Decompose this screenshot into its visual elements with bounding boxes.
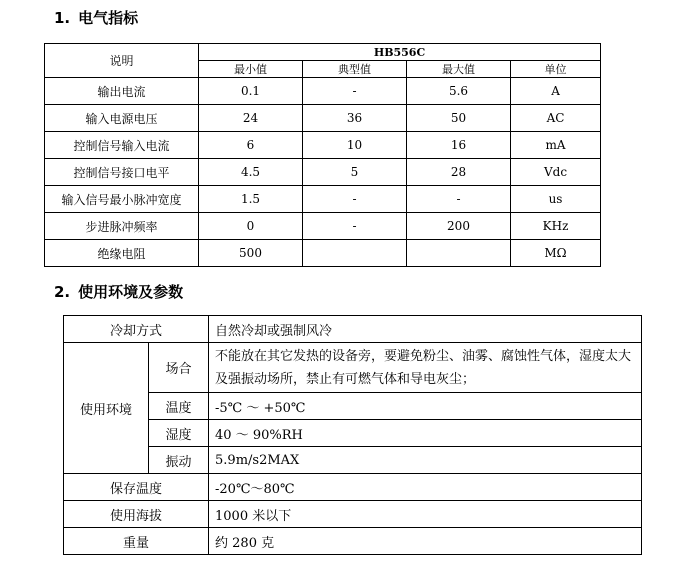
typ-value: 36 <box>303 105 407 132</box>
max-value <box>407 240 511 267</box>
weight-value: 约 280 克 <box>209 528 642 555</box>
unit: MΩ <box>511 240 601 267</box>
cooling-value: 自然冷却或强制风冷 <box>209 316 642 343</box>
max-value: 16 <box>407 132 511 159</box>
table-row <box>45 213 601 240</box>
min-value: 0 <box>199 213 303 240</box>
min-value: 6 <box>199 132 303 159</box>
min-value: 0.1 <box>199 78 303 105</box>
row-name: 控制信号接口电平 <box>45 159 199 186</box>
typ-value <box>303 240 407 267</box>
storage-temp-value: -20℃～80℃ <box>209 474 642 501</box>
table-row <box>45 132 601 159</box>
table-row <box>45 240 601 267</box>
cooling-label: 冷却方式 <box>64 316 209 343</box>
section-2-heading <box>54 283 183 301</box>
row-name: 输出电流 <box>45 78 199 105</box>
table-row <box>45 186 601 213</box>
humidity-value: 40 ～ 90%RH <box>209 420 642 447</box>
column-header: 典型值 <box>303 61 407 78</box>
min-value: 4.5 <box>199 159 303 186</box>
column-header: 最小值 <box>199 61 303 78</box>
storage-temp-label: 保存温度 <box>64 474 209 501</box>
row-name: 输入电源电压 <box>45 105 199 132</box>
typ-value: 5 <box>303 159 407 186</box>
electrical-specs-table <box>44 43 601 267</box>
section-2-number: 2. <box>54 283 71 301</box>
table-row <box>64 316 642 343</box>
table-row <box>64 420 642 447</box>
table-row <box>64 474 642 501</box>
table-row <box>64 393 642 420</box>
typ-value: 10 <box>303 132 407 159</box>
unit: A <box>511 78 601 105</box>
table-row <box>64 528 642 555</box>
temperature-label: 温度 <box>149 393 209 420</box>
temperature-value: -5℃ ～ +50℃ <box>209 393 642 420</box>
row-name: 步进脉冲频率 <box>45 213 199 240</box>
section-1-heading <box>54 9 138 27</box>
unit: KHz <box>511 213 601 240</box>
row-name: 控制信号输入电流 <box>45 132 199 159</box>
model-name: HB556C <box>199 44 601 61</box>
max-value: 200 <box>407 213 511 240</box>
table-row <box>45 78 601 105</box>
table-row <box>64 343 642 393</box>
row-name: 输入信号最小脉冲宽度 <box>45 186 199 213</box>
table-row <box>45 105 601 132</box>
typ-value: - <box>303 78 407 105</box>
column-header: 最大值 <box>407 61 511 78</box>
max-value: 50 <box>407 105 511 132</box>
min-value: 1.5 <box>199 186 303 213</box>
vibration-value: 5.9m/s2MAX <box>209 447 642 474</box>
table-row <box>64 501 642 528</box>
section-1-title: 电气指标 <box>78 9 139 27</box>
typ-value: - <box>303 186 407 213</box>
vibration-label: 振动 <box>149 447 209 474</box>
altitude-label: 使用海拔 <box>64 501 209 528</box>
min-value: 500 <box>199 240 303 267</box>
place-label: 场合 <box>149 343 209 393</box>
section-2-title: 使用环境及参数 <box>78 283 184 301</box>
humidity-label: 湿度 <box>149 420 209 447</box>
max-value: 28 <box>407 159 511 186</box>
max-value: - <box>407 186 511 213</box>
weight-label: 重量 <box>64 528 209 555</box>
environment-label: 使用环境 <box>64 343 149 474</box>
unit: Vdc <box>511 159 601 186</box>
section-1-number: 1. <box>54 9 71 27</box>
altitude-value: 1000 米以下 <box>209 501 642 528</box>
typ-value: - <box>303 213 407 240</box>
table-header-row <box>45 44 601 61</box>
row-name: 绝缘电阻 <box>45 240 199 267</box>
environment-table <box>63 315 642 555</box>
max-value: 5.6 <box>407 78 511 105</box>
unit: mA <box>511 132 601 159</box>
place-value: 不能放在其它发热的设备旁，要避免粉尘、油雾、腐蚀性气体，湿度太大及强振动场所，禁止有可燃气体和导电灰尘； <box>209 343 642 393</box>
min-value: 24 <box>199 105 303 132</box>
header-label: 说明 <box>45 44 199 78</box>
table-row <box>64 447 642 474</box>
column-header: 单位 <box>511 61 601 78</box>
unit: us <box>511 186 601 213</box>
unit: AC <box>511 105 601 132</box>
table-row <box>45 159 601 186</box>
